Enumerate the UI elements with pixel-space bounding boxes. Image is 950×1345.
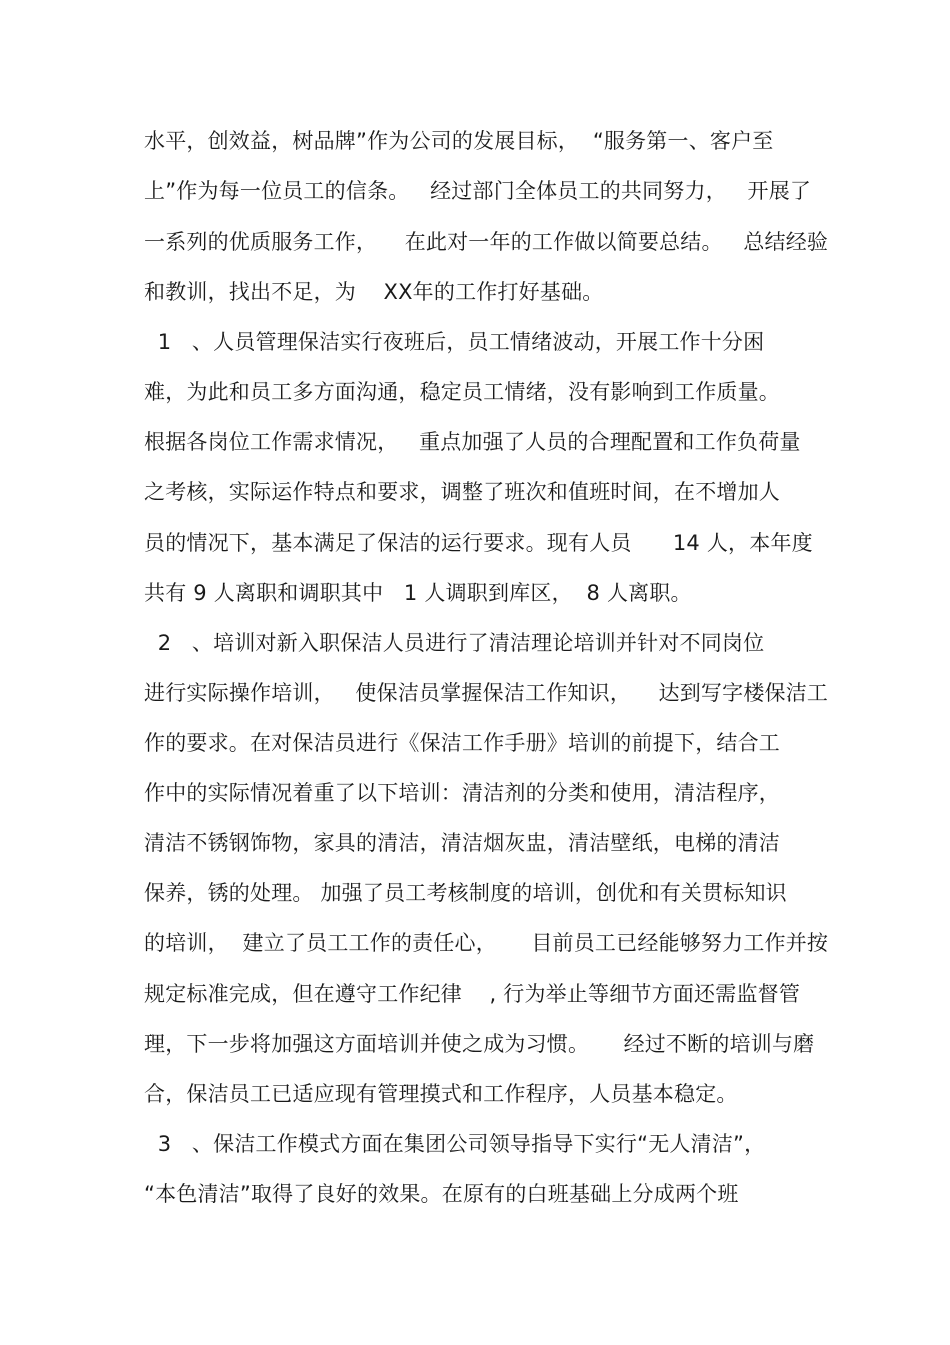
- text-line: 规定标准完成，但在遵守工作纪律 , 行为举止等细节方面还需监督管: [144, 982, 801, 1006]
- text-line: 保养，锈的处理。 加强了员工考核制度的培训，创优和有关贯标知识: [144, 881, 787, 905]
- text-line: 作中的实际情况着重了以下培训：清洁剂的分类和使用，清洁程序，: [144, 781, 780, 805]
- text-line: 作的要求。在对保洁员进行《保洁工作手册》培训的前提下，结合工: [144, 731, 780, 755]
- text-line: 和教训，找出不足，为 XX年的工作打好基础。: [144, 280, 604, 304]
- text-line: 根据各岗位工作需求情况， 重点加强了人员的合理配置和工作负荷量: [144, 430, 801, 454]
- text-line: 的培训， 建立了员工工作的责任心， 目前员工已经能够努力工作并按: [144, 931, 829, 955]
- text-line: 进行实际操作培训， 使保洁员掌握保洁工作知识， 达到写字楼保洁工: [144, 681, 829, 705]
- text-line: 1 、人员管理保洁实行夜班后，员工情绪波动，开展工作十分困: [144, 330, 765, 354]
- text-line: 水平，创效益，树品牌”作为公司的发展目标， “服务第一、客户至: [144, 129, 774, 153]
- text-line: 3 、保洁工作模式方面在集团公司领导指导下实行“无人清洁”，: [144, 1132, 766, 1156]
- text-line: 上”作为每一位员工的信条。 经过部门全体员工的共同努力， 开展了: [144, 179, 812, 203]
- text-line: 员的情况下，基本满足了保洁的运行要求。现有人员 14 人，本年度: [144, 531, 813, 555]
- text-line: 2 、培训对新入职保洁人员进行了清洁理论培训并针对不同岗位: [144, 631, 765, 655]
- text-line: 合，保洁员工已适应现有管理摸式和工作程序，人员基本稳定。: [144, 1082, 738, 1106]
- text-line: 共有 9 人离职和调职其中 1 人调职到库区， 8 人离职。: [144, 581, 692, 605]
- text-line: 清洁不锈钢饰物，家具的清洁，清洁烟灰盅，清洁壁纸，电梯的清洁: [144, 831, 780, 855]
- text-line: 一系列的优质服务工作， 在此对一年的工作做以简要总结。 总结经验: [144, 230, 829, 254]
- text-line: “本色清洁”取得了良好的效果。在原有的白班基础上分成两个班: [144, 1182, 739, 1206]
- text-line: 理，下一步将加强这方面培训并使之成为习惯。 经过不断的培训与磨: [144, 1032, 815, 1056]
- text-line: 难，为此和员工多方面沟通，稳定员工情绪，没有影响到工作质量。: [144, 380, 780, 404]
- text-line: 之考核，实际运作特点和要求，调整了班次和值班时间，在不增加人: [144, 480, 780, 504]
